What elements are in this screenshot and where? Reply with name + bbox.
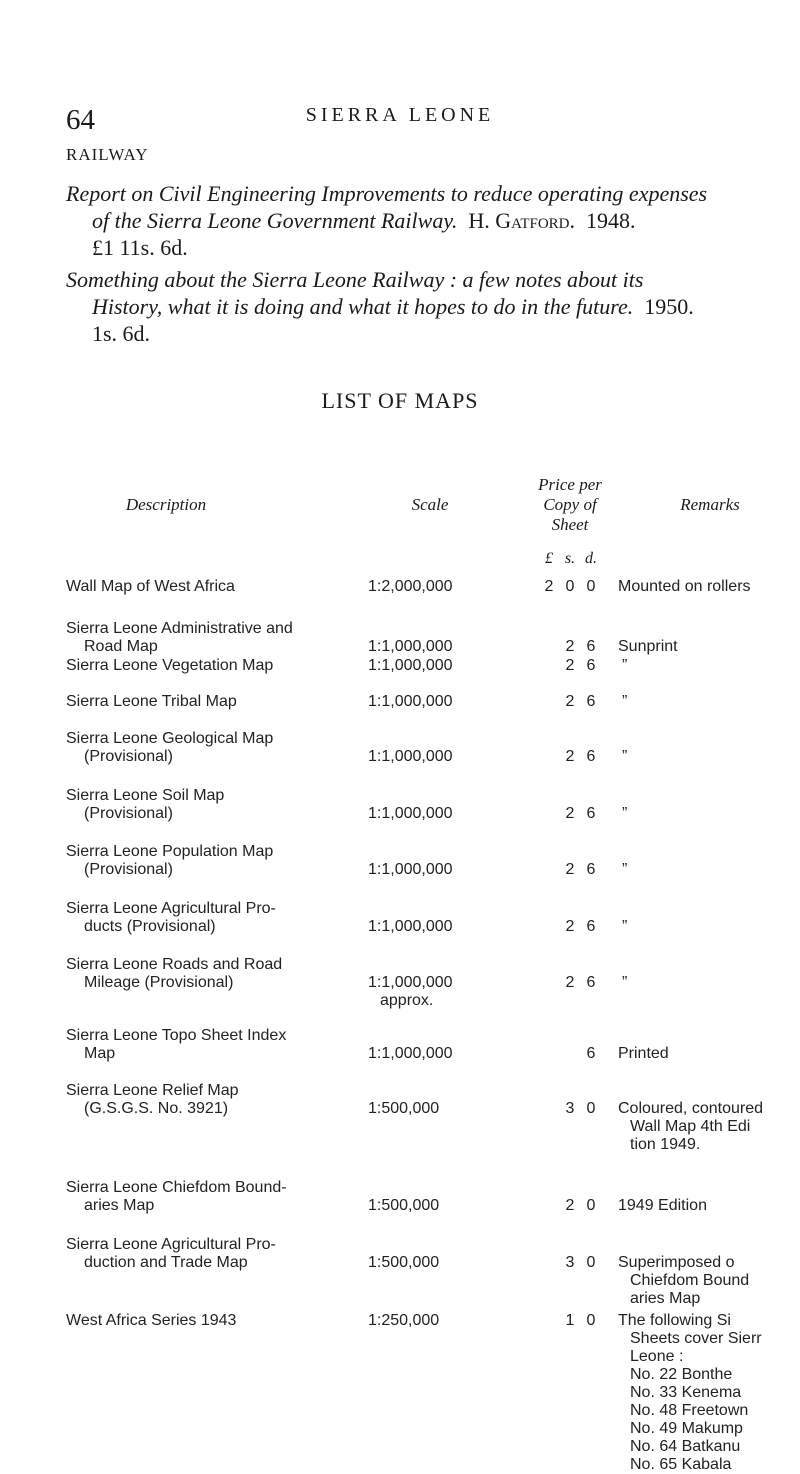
map-description <box>66 787 386 823</box>
scale-value: 1:1,000,000 <box>368 638 453 655</box>
price-pence: 6 <box>586 1045 596 1062</box>
price-shillings: 2 <box>565 638 575 655</box>
price-shillings: 2 <box>565 918 575 935</box>
price-pence: 0 <box>586 578 596 595</box>
price-header-line2: Copy of <box>543 495 597 514</box>
price-pence: 0 <box>586 1100 596 1117</box>
price-shillings: 1 <box>565 1312 575 1329</box>
map-description <box>66 578 386 596</box>
remark-line: No. 48 Freetown <box>630 1402 749 1419</box>
remark-line: Sunprint <box>618 638 678 655</box>
price-pence: 6 <box>586 974 596 991</box>
map-description <box>66 1236 386 1272</box>
scale-value: 1:1,000,000 <box>368 693 453 710</box>
price-shillings: 2 <box>565 748 575 765</box>
scale-note: approx. <box>380 992 434 1009</box>
description-line1: Sierra Leone Agricultural Pro- <box>66 1236 276 1253</box>
map-scale <box>368 805 488 823</box>
price-shillings: 2 <box>565 805 575 822</box>
scale-value: 1:1,000,000 <box>368 861 453 878</box>
remark-line: Sheets cover Sierr <box>630 1330 762 1347</box>
remark-line: ” <box>622 693 628 710</box>
description-line1: Sierra Leone Geological Map <box>66 730 274 747</box>
map-description <box>66 1179 386 1215</box>
remark-line: Mounted on rollers <box>618 578 751 595</box>
description-line1: Sierra Leone Roads and Road <box>66 956 283 973</box>
map-remarks <box>618 578 798 596</box>
description-line2: (G.S.G.S. No. 3921) <box>84 1100 229 1117</box>
map-remarks <box>618 974 798 992</box>
map-description <box>66 843 386 879</box>
remark-line: ” <box>622 748 628 765</box>
price-pence: 6 <box>586 657 596 674</box>
description-line1: Sierra Leone Population Map <box>66 843 274 860</box>
price-header-line1: Price per <box>538 475 602 494</box>
map-scale <box>368 1197 488 1215</box>
remark-line: ” <box>622 657 628 674</box>
price-pence: 6 <box>586 918 596 935</box>
map-description <box>66 730 386 766</box>
map-scale <box>368 1254 488 1272</box>
price-pence: 6 <box>586 748 596 765</box>
map-remarks <box>618 1254 798 1308</box>
map-description <box>66 900 386 936</box>
remark-line: Superimposed o <box>618 1254 735 1271</box>
map-description <box>66 657 386 675</box>
description-line2: Map <box>84 1045 116 1062</box>
description-line2: Mileage (Provisional) <box>84 974 234 991</box>
column-header-scale: Scale <box>411 495 449 514</box>
map-description <box>66 956 386 992</box>
price-shillings: 2 <box>565 974 575 991</box>
price-pence: 0 <box>586 1197 596 1214</box>
description-line2: (Provisional) <box>84 861 173 878</box>
column-header-description: Description <box>125 495 207 514</box>
description-line1: Sierra Leone Chiefdom Bound- <box>66 1179 287 1196</box>
description-line1: Sierra Leone Tribal Map <box>66 693 237 710</box>
scale-value: 1:1,000,000 <box>368 805 453 822</box>
scale-value: 1:1,000,000 <box>368 1045 453 1062</box>
map-remarks <box>618 805 798 823</box>
remark-line: tion 1949. <box>630 1136 701 1153</box>
map-description <box>66 1082 386 1118</box>
reference-author: H. Gatford. <box>468 208 576 233</box>
reference-title-line1: Report on Civil Engineering Improvements to reduce operating expenses <box>66 181 708 206</box>
scale-value: 1:1,000,000 <box>368 657 453 674</box>
map-description <box>66 1027 386 1063</box>
shillings-symbol: s. <box>564 550 576 567</box>
map-scale <box>368 1045 488 1063</box>
remark-line: Wall Map 4th Edi <box>630 1118 751 1135</box>
reference-year: 1948. <box>586 208 636 233</box>
scale-value: 1:1,000,000 <box>368 918 453 935</box>
description-line2: ducts (Provisional) <box>84 918 216 935</box>
price-pence: 6 <box>586 693 596 710</box>
map-description <box>66 693 386 711</box>
description-line1: West Africa Series 1943 <box>66 1312 237 1329</box>
reference-price: £1 11s. 6d. <box>92 235 188 260</box>
running-title: SIERRA LEONE <box>305 104 495 126</box>
price-pence: 6 <box>586 638 596 655</box>
reference-entry-1 <box>66 180 766 261</box>
description-line2: duction and Trade Map <box>84 1254 248 1271</box>
description-line2: aries Map <box>84 1197 155 1214</box>
map-scale <box>368 693 488 711</box>
column-header-price <box>510 475 630 535</box>
page-number: 64 <box>66 104 95 136</box>
price-pence: 0 <box>586 1312 596 1329</box>
price-shillings: 0 <box>565 578 575 595</box>
column-header-remarks: Remarks <box>680 495 740 514</box>
map-remarks <box>618 1312 798 1474</box>
description-line2: Road Map <box>84 638 158 655</box>
remark-line: Chiefdom Bound <box>630 1272 750 1289</box>
pounds-symbol: £ <box>545 550 553 567</box>
remark-line: No. 49 Makump <box>630 1420 743 1437</box>
reference-title-line2: History, what it is doing and what it hopes to do in the future. <box>92 294 634 319</box>
scale-value: 1:2,000,000 <box>368 578 453 595</box>
price-shillings: 3 <box>565 1254 575 1271</box>
reference-title-line2: of the Sierra Leone Government Railway. <box>92 208 458 233</box>
description-line2: (Provisional) <box>84 805 173 822</box>
reference-entry-2 <box>66 266 766 347</box>
remark-line: No. 65 Kabala <box>630 1456 732 1473</box>
price-shillings: 2 <box>565 693 575 710</box>
price-shillings: 2 <box>565 657 575 674</box>
map-remarks <box>618 693 798 711</box>
description-line1: Sierra Leone Topo Sheet Index <box>66 1027 287 1044</box>
remark-line: No. 33 Kenema <box>630 1384 742 1401</box>
price-pence: 0 <box>586 1254 596 1271</box>
map-remarks <box>618 861 798 879</box>
description-line1: Wall Map of West Africa <box>66 578 235 595</box>
remark-line: Leone : <box>630 1348 684 1365</box>
section-heading: RAILWAY <box>66 145 149 164</box>
map-scale <box>368 918 488 936</box>
pence-symbol: d. <box>585 550 597 567</box>
map-scale <box>368 861 488 879</box>
map-remarks <box>618 748 798 766</box>
map-remarks <box>618 1197 798 1215</box>
description-line1: Sierra Leone Soil Map <box>66 787 225 804</box>
price-shillings: 2 <box>565 1197 575 1214</box>
price-header-line3: Sheet <box>551 515 589 534</box>
map-description <box>66 1312 386 1330</box>
remark-line: Printed <box>618 1045 669 1062</box>
map-scale <box>368 1100 488 1118</box>
scale-value: 1:250,000 <box>368 1312 440 1329</box>
remark-line: aries Map <box>630 1290 701 1307</box>
map-scale <box>368 748 488 766</box>
price-pounds: 2 <box>544 578 554 595</box>
description-line2: (Provisional) <box>84 748 173 765</box>
description-line1: Sierra Leone Relief Map <box>66 1082 239 1099</box>
price-pence: 6 <box>586 861 596 878</box>
remark-line: ” <box>622 861 628 878</box>
description-line1: Sierra Leone Vegetation Map <box>66 657 274 674</box>
maps-list-title: LIST OF MAPS <box>321 388 479 413</box>
map-scale <box>368 1312 488 1330</box>
reference-title-line1: Something about the Sierra Leone Railway : a few notes about its <box>66 267 644 292</box>
map-remarks <box>618 638 798 656</box>
scale-value: 1:1,000,000 <box>368 974 453 991</box>
map-scale <box>368 578 488 596</box>
remark-line: No. 22 Bonthe <box>630 1366 733 1383</box>
remark-line: ” <box>622 918 628 935</box>
scale-value: 1:1,000,000 <box>368 748 453 765</box>
price-pence: 6 <box>586 805 596 822</box>
remark-line: Coloured, contoured <box>618 1100 763 1117</box>
remark-line: 1949 Edition <box>618 1197 707 1214</box>
map-remarks <box>618 657 798 675</box>
scale-value: 1:500,000 <box>368 1254 440 1271</box>
remark-line: ” <box>622 974 628 991</box>
description-line1: Sierra Leone Agricultural Pro- <box>66 900 276 917</box>
map-scale <box>368 638 488 656</box>
price-shillings: 3 <box>565 1100 575 1117</box>
description-line1: Sierra Leone Administrative and <box>66 620 293 637</box>
remark-line: The following Si <box>618 1312 731 1329</box>
map-scale <box>368 657 488 675</box>
map-remarks <box>618 1045 798 1063</box>
remark-line: No. 64 Batkanu <box>630 1438 741 1455</box>
reference-price: 1s. 6d. <box>92 321 151 346</box>
scale-value: 1:500,000 <box>368 1100 440 1117</box>
map-scale <box>368 974 488 1010</box>
map-remarks <box>618 918 798 936</box>
remark-line: ” <box>622 805 628 822</box>
map-description <box>66 620 386 656</box>
reference-year: 1950. <box>644 294 694 319</box>
price-shillings: 2 <box>565 861 575 878</box>
map-remarks <box>618 1100 798 1154</box>
scale-value: 1:500,000 <box>368 1197 440 1214</box>
